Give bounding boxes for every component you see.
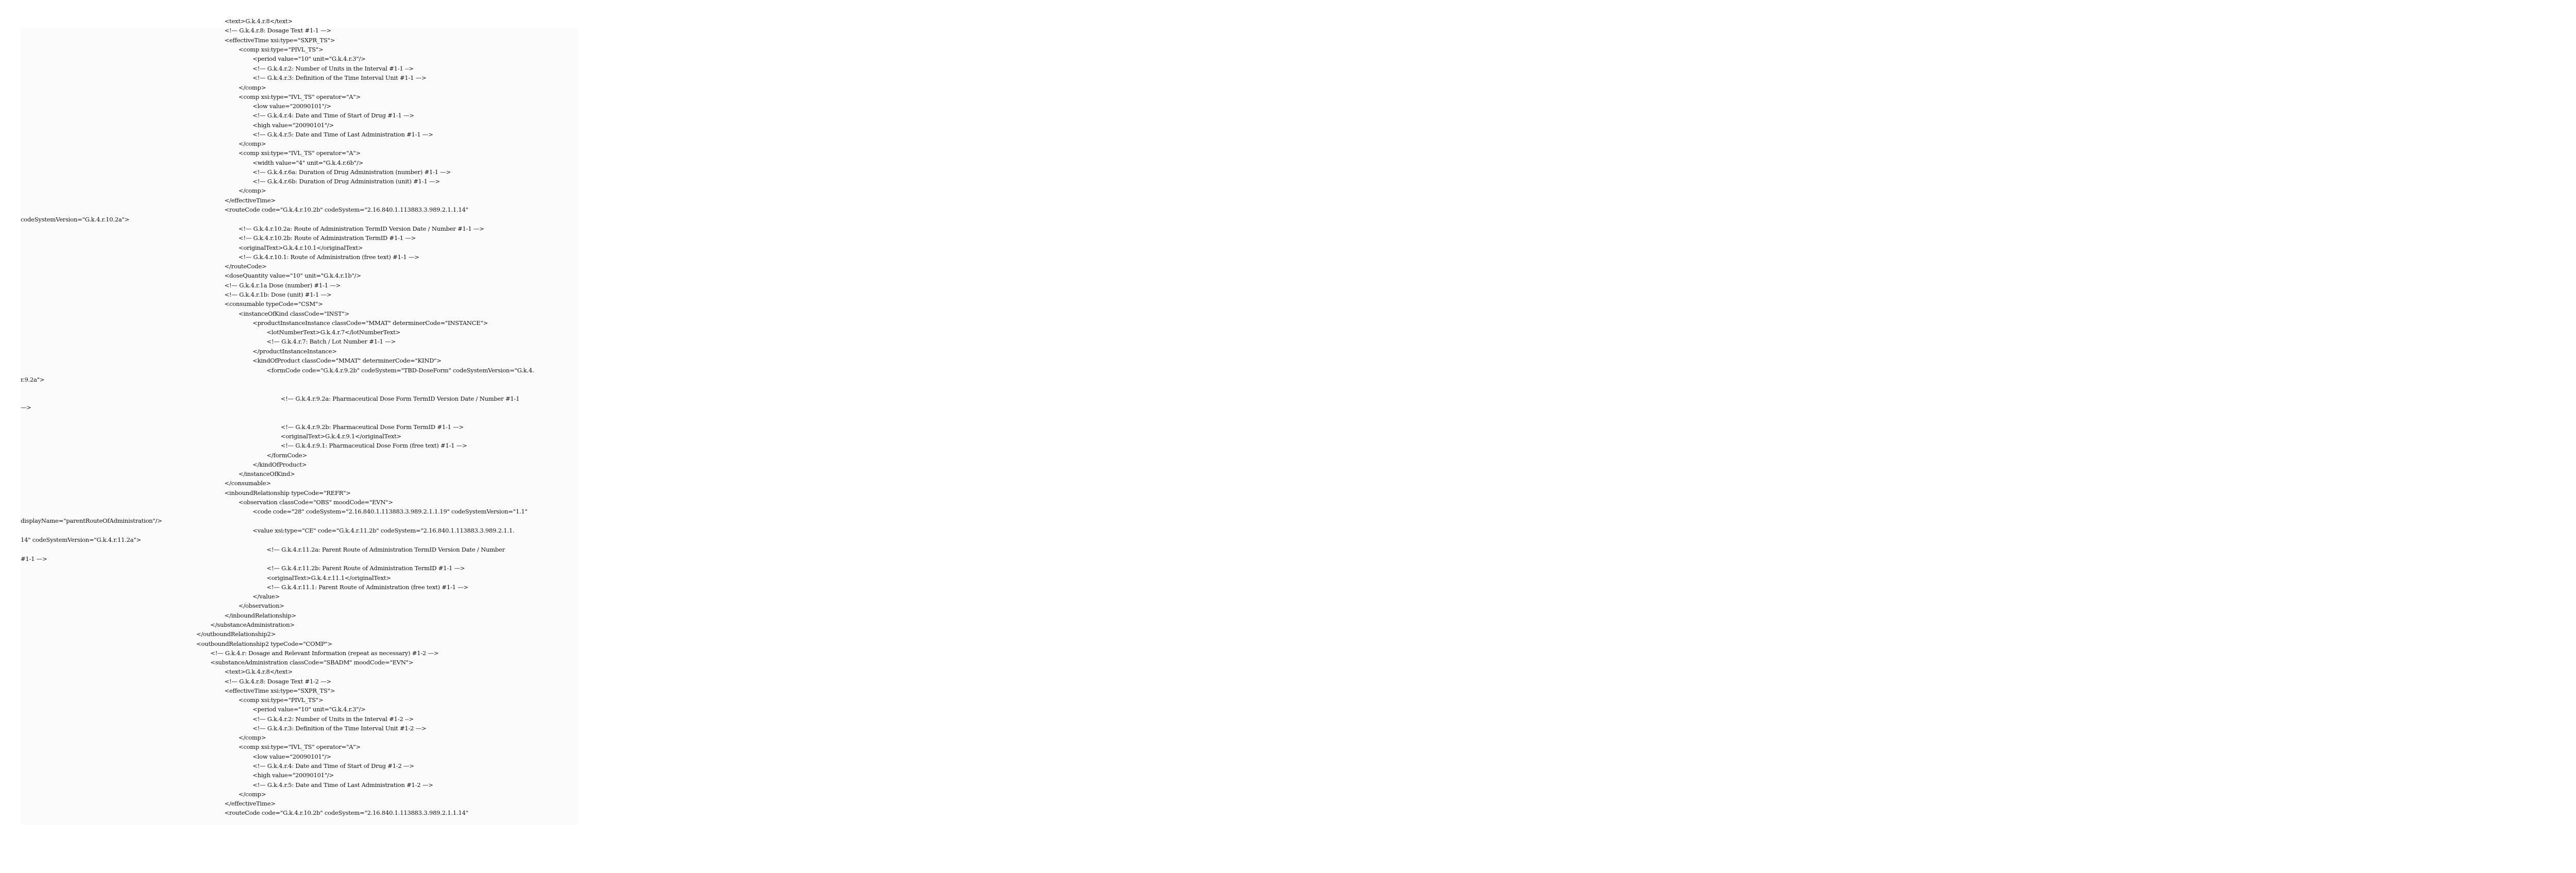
xml-line: <!— G.k.4.r.10.1: Route of Administration (free text) #1-1 —>	[238, 253, 419, 261]
xml-line: <!— G.k.4.r.5: Date and Time of Last Administration #1-2 —>	[252, 781, 433, 789]
xml-line: <!— G.k.4.r.11.2a: Parent Route of Administration TermID Version Date / Number	[266, 546, 505, 553]
xml-line: <comp xsi:type="IVL_TS" operator="A">	[238, 743, 361, 750]
xml-line: <observation classCode="OBS" moodCode="EVN">	[238, 499, 393, 506]
xml-line: <!— G.k.4.r.8: Dosage Text #1-1 —>	[224, 27, 331, 34]
xml-line: <instanceOfKind classCode="INST">	[238, 310, 350, 317]
xml-line: <text>G.k.4.r.8</text>	[224, 668, 293, 675]
xml-line: <!— G.k.4.r.4: Date and Time of Start of Drug #1-2 —>	[252, 762, 414, 769]
xml-line: </comp>	[238, 791, 266, 798]
xml-line: <high value="20090101"/>	[252, 122, 334, 129]
xml-line: <lotNumberText>G.k.4.r.7</lotNumberText>	[266, 329, 401, 336]
xml-line: </effectiveTime>	[224, 800, 276, 807]
xml-line: <originalText>G.k.4.r.10.1</originalText>	[238, 244, 363, 251]
xml-line: <!— G.k.4.r.6b: Duration of Drug Administration (unit) #1-1 —>	[252, 178, 440, 185]
xml-line: <comp xsi:type="PIVL_TS">	[238, 46, 324, 53]
xml-line: </consumable>	[224, 480, 271, 487]
xml-line: <routeCode code="G.k.4.r.10.2b" codeSystem="2.16.840.1.113883.3.989.2.1.1.14"	[224, 206, 468, 213]
xml-line: —>	[21, 404, 31, 411]
xml-line: <period value="10" unit="G.k.4.r.3"/>	[252, 55, 366, 62]
xml-line: <!— G.k.4.r.11.2b: Parent Route of Administration TermID #1-1 —>	[266, 564, 465, 572]
xml-line: <effectiveTime xsi:type="SXPR_TS">	[224, 687, 335, 694]
xml-line: r.9.2a">	[21, 376, 45, 383]
xml-line: <effectiveTime xsi:type="SXPR_TS">	[224, 37, 335, 44]
xml-line: <!— G.k.4.r.7: Batch / Lot Number #1-1 —>	[266, 338, 396, 345]
xml-line: <outboundRelationship2 typeCode="COMP">	[196, 640, 332, 647]
xml-line: <!— G.k.4.r.10.2a: Route of Administration TermID Version Date / Number #1-1 —>	[238, 225, 484, 232]
xml-line: </instanceOfKind>	[238, 470, 295, 477]
xml-line: <!— G.k.4.r.9.2a: Pharmaceutical Dose Form TermID Version Date / Number #1-1	[280, 395, 520, 402]
xml-line: </comp>	[238, 84, 266, 91]
xml-line: </routeCode>	[224, 263, 267, 270]
xml-line: <!— G.k.4.r.2: Number of Units in the Interval #1-2 -->	[252, 715, 414, 723]
xml-line: displayName="parentRouteOfAdministration"/>	[21, 517, 162, 524]
xml-line: </productInstanceInstance>	[252, 348, 337, 355]
xml-line: <originalText>G.k.4.r.11.1</originalText>	[266, 574, 391, 581]
xml-line: codeSystemVersion="G.k.4.r.10.2a">	[21, 216, 130, 223]
xml-line: </formCode>	[266, 452, 307, 459]
xml-line: <!— G.k.4.r.8: Dosage Text #1-2 —>	[224, 678, 331, 685]
xml-line: 14" codeSystemVersion="G.k.4.r.11.2a">	[21, 536, 141, 543]
xml-line: <low value="20090101"/>	[252, 753, 331, 760]
xml-line: </comp>	[238, 140, 266, 147]
xml-line: <!— G.k.4.r.11.1: Parent Route of Administration (free text) #1-1 —>	[266, 584, 468, 591]
xml-line: <!— G.k.4.r.5: Date and Time of Last Administration #1-1 —>	[252, 131, 433, 138]
xml-line: <comp xsi:type="IVL_TS" operator="A">	[238, 149, 361, 157]
xml-line: <!— G.k.4.r.9.2b: Pharmaceutical Dose Form TermID #1-1 —>	[280, 423, 464, 431]
xml-line: <!— G.k.4.r.2: Number of Units in the Interval #1-1 -->	[252, 65, 414, 72]
xml-line: <width value="4" unit="G.k.4.r.6b"/>	[252, 159, 364, 166]
xml-line: <routeCode code="G.k.4.r.10.2b" codeSystem="2.16.840.1.113883.3.989.2.1.1.14"	[224, 809, 468, 816]
xml-line: <!— G.k.4.r.3: Definition of the Time Interval Unit #1-1 —>	[252, 74, 427, 81]
xml-line: #1-1 —>	[21, 555, 47, 562]
xml-line: <productInstanceInstance classCode="MMAT" determinerCode="INSTANCE">	[252, 319, 488, 327]
xml-line: <value xsi:type="CE" code="G.k.4.r.11.2b" codeSystem="2.16.840.1.113883.3.989.2.1.1.	[252, 527, 515, 534]
xml-line: <low value="20090101"/>	[252, 102, 331, 110]
xml-line: </comp>	[238, 734, 266, 741]
xml-line: </value>	[252, 593, 280, 600]
xml-line: <originalText>G.k.4.r.9.1</originalText>	[280, 433, 401, 440]
xml-line: <text>G.k.4.r.8</text>	[224, 18, 293, 25]
xml-line: <formCode code="G.k.4.r.9.2b" codeSystem="TBD-DoseForm" codeSystemVersion="G.k.4.	[266, 367, 534, 374]
xml-line: <substanceAdministration classCode="SBADM" moodCode="EVN">	[210, 659, 414, 666]
xml-line: </substanceAdministration>	[210, 621, 295, 628]
xml-line: </outboundRelationship2>	[196, 630, 276, 638]
xml-line: </observation>	[238, 602, 284, 609]
xml-line: <!— G.k.4.r.3: Definition of the Time Interval Unit #1-2 —>	[252, 725, 427, 732]
xml-line: <!— G.k.4.r.1b: Dose (unit) #1-1 —>	[224, 291, 332, 298]
xml-line: <consumable typeCode="CSM">	[224, 300, 323, 307]
xml-line: <!— G.k.4.r.4: Date and Time of Start of Drug #1-1 —>	[252, 112, 414, 119]
xml-line: <!— G.k.4.r.10.2b: Route of Administration TermID #1-1 —>	[238, 234, 416, 242]
xml-line: </comp>	[238, 187, 266, 194]
xml-line: </effectiveTime>	[224, 197, 276, 204]
xml-line: <code code="28" codeSystem="2.16.840.1.113883.3.989.2.1.1.19" codeSystemVersion="1.1"	[252, 508, 528, 515]
xml-line: <high value="20090101"/>	[252, 772, 334, 779]
xml-line: <!— G.k.4.r: Dosage and Relevant Information (repeat as necessary) #1-2 —>	[210, 649, 439, 657]
xml-line: <kindOfProduct classCode="MMAT" determinerCode="KIND">	[252, 357, 442, 364]
xml-line: <inboundRelationship typeCode="REFR">	[224, 489, 351, 497]
xml-line: <doseQuantity value="10" unit="G.k.4.r.1b"/>	[224, 272, 361, 279]
xml-line: <period value="10" unit="G.k.4.r.3"/>	[252, 706, 366, 713]
xml-line: <!— G.k.4.r.9.1: Pharmaceutical Dose Form (free text) #1-1 —>	[280, 442, 467, 449]
xml-line: <comp xsi:type="IVL_TS" operator="A">	[238, 93, 361, 100]
xml-line: <!— G.k.4.r.6a: Duration of Drug Administration (number) #1-1 —>	[252, 168, 451, 176]
xml-line: </kindOfProduct>	[252, 461, 307, 468]
xml-line: <!— G.k.4.r.1a Dose (number) #1-1 —>	[224, 282, 341, 289]
xml-line: </inboundRelationship>	[224, 612, 296, 619]
document-page	[21, 18, 578, 825]
xml-line: <comp xsi:type="PIVL_TS">	[238, 696, 324, 704]
